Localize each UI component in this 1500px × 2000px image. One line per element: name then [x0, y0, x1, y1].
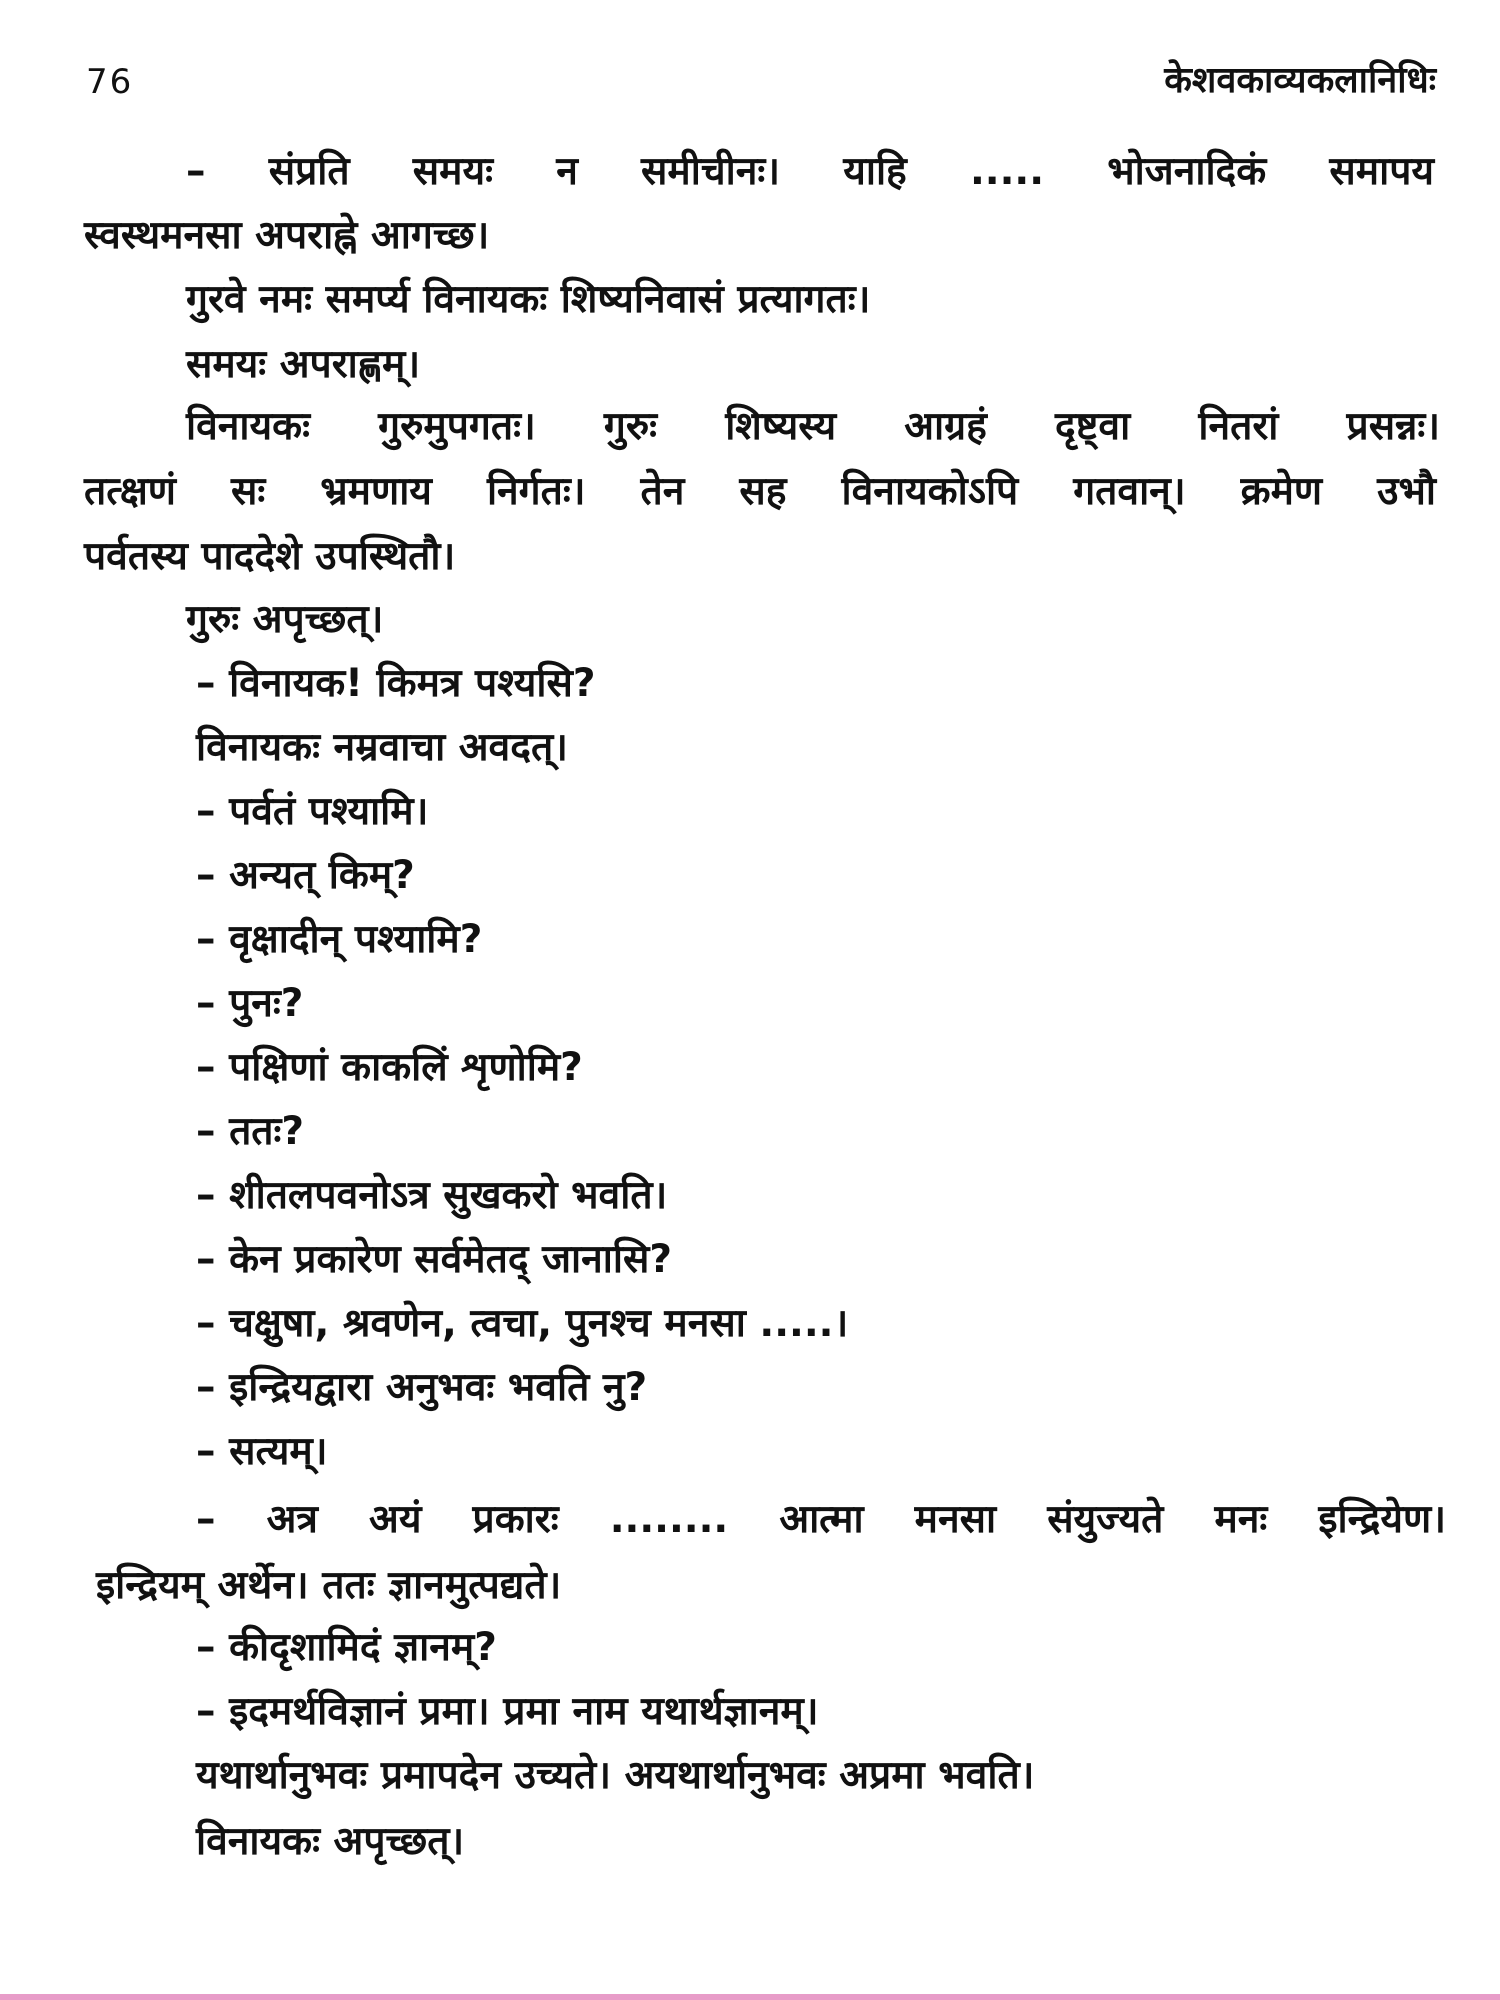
text-line-22: – अत्र अयं प्रकारः ........ आत्मा मनसा संयुज्यते मनः इन्द्रियेण।: [196, 1497, 1446, 1542]
text-line-14: – पुनः?: [196, 981, 304, 1026]
running-head: केशवकाव्यकलानिधिः: [1164, 60, 1436, 101]
text-line-11: – पर्वतं पश्यामि।: [196, 789, 429, 834]
text-line-13: – वृक्षादीन् पश्यामि?: [196, 917, 483, 962]
text-line-23: इन्द्रियम् अर्थेन। ततः ज्ञानमुत्पद्यते।: [96, 1563, 562, 1608]
text-line-12: – अन्यत् किम्?: [196, 853, 415, 898]
text-line-7: पर्वतस्य पाददेशे उपस्थितौ।: [84, 534, 456, 579]
text-line-19: – चक्षुषा, श्रवणेन, त्वचा, पुनश्च मनसा .....।: [196, 1301, 849, 1346]
text-line-10: विनायकः नम्रवाचा अवदत्।: [196, 725, 568, 770]
text-line-20: – इन्द्रियद्वारा अनुभवः भवति नु?: [196, 1365, 648, 1410]
text-line-17: – शीतलपवनोऽत्र सुखकरो भवति।: [196, 1173, 668, 1218]
page-bottom-edge: [0, 1994, 1500, 2000]
text-line-3: गुरवे नमः समर्प्य विनायकः शिष्यनिवासं प्रत्यागतः।: [186, 277, 871, 322]
text-line-21: – सत्यम्।: [196, 1429, 328, 1474]
text-line-5: विनायकः गुरुमुपगतः। गुरुः शिष्यस्य आग्रहं दृष्ट्वा नितरां प्रसन्नः।: [186, 404, 1440, 449]
text-line-26: यथार्थानुभवः प्रमापदेन उच्यते। अयथार्थानुभवः अप्रमा भवति।: [196, 1753, 1035, 1798]
text-line-15: – पक्षिणां काकलिं शृणोमि?: [196, 1045, 583, 1090]
text-line-24: – कीदृशामिदं ज्ञानम्?: [196, 1625, 497, 1670]
text-line-9: – विनायक! किमत्र पश्यसि?: [196, 661, 596, 706]
text-line-4: समयः अपराह्णम्।: [186, 342, 421, 387]
text-line-6: तत्क्षणं सः भ्रमणाय निर्गतः। तेन सह विनायकोऽपि गतवान्। क्रमेण उभौ: [84, 469, 1436, 514]
text-line-1: – संप्रति समयः न समीचीनः। याहि ..... भोजनादिकं समापय: [186, 149, 1434, 194]
text-line-25: – इदमर्थविज्ञानं प्रमा। प्रमा नाम यथार्थज्ञानम्।: [196, 1689, 819, 1734]
text-line-27: विनायकः अपृच्छत्।: [196, 1819, 465, 1864]
text-line-8: गुरुः अपृच्छत्।: [186, 597, 384, 642]
text-line-2: स्वस्थमनसा अपराह्ने आगच्छ।: [84, 213, 490, 258]
text-line-18: – केन प्रकारेण सर्वमेतद् जानासि?: [196, 1237, 672, 1282]
page-number: 76: [86, 62, 134, 102]
text-line-16: – ततः?: [196, 1109, 305, 1154]
